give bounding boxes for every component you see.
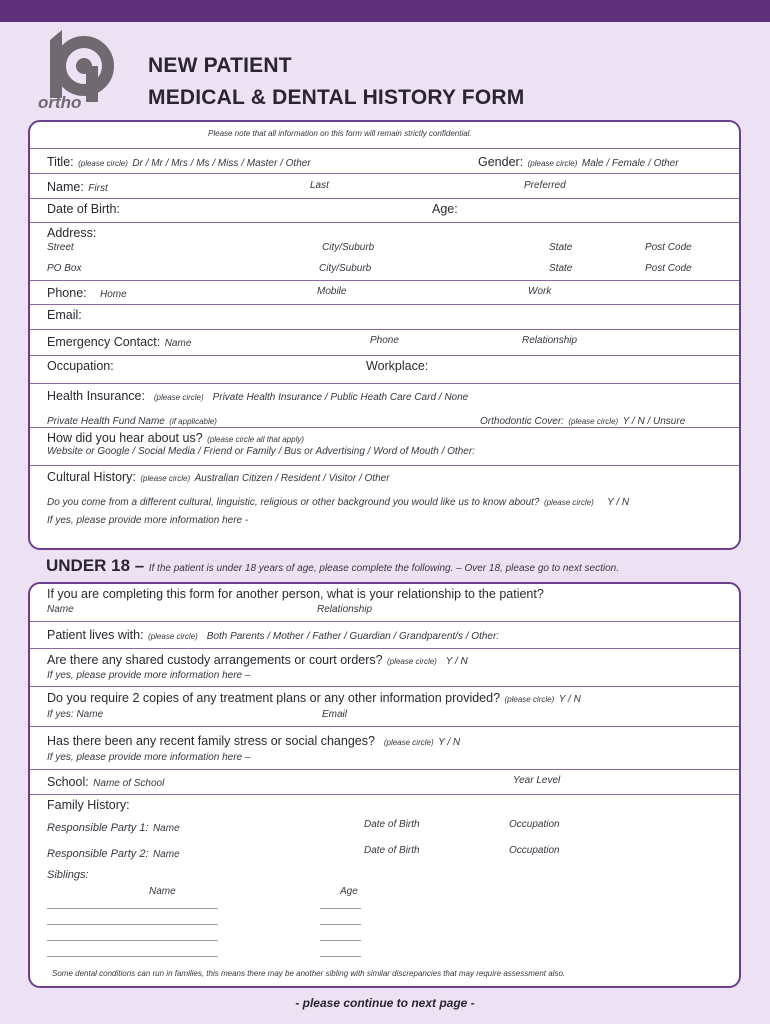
mobile-field[interactable]: Mobile xyxy=(317,286,347,297)
health-insurance-field[interactable]: Health Insurance: (please circle) Private Health Insurance / Public Heath Care Card / None xyxy=(47,389,469,403)
city-suburb-field[interactable]: City/Suburb xyxy=(322,242,375,253)
preferred-name-label: Preferred xyxy=(524,180,566,191)
orthodontic-cover-field[interactable]: Orthodontic Cover: (please circle) Y / N / Unsure xyxy=(480,416,686,427)
post-code-field[interactable]: Post Code xyxy=(645,242,692,253)
guardian-relationship-field[interactable]: Relationship xyxy=(317,604,373,615)
cultural-history-field[interactable]: Cultural History: (please circle) Australian Citizen / Resident / Visitor / Other xyxy=(47,470,390,484)
siblings-age-header: Age xyxy=(340,886,358,897)
year-level-field[interactable]: Year Level xyxy=(513,775,561,786)
relationship-question: If you are completing this form for another person, what is your relationship to the patient? xyxy=(47,587,544,601)
address-label: Address: xyxy=(47,226,97,240)
sibling-2-name-line[interactable]: __________________________________ xyxy=(47,917,218,928)
po-post-code-field[interactable]: Post Code xyxy=(645,263,692,274)
second-copy-name-field[interactable]: If yes: Name xyxy=(47,709,104,720)
cultural-more-info-field[interactable]: If yes, please provide more information here - xyxy=(47,515,249,526)
two-copies-question[interactable]: Do you require 2 copies of any treatment plans or any other information provided? (please circle) Y / N xyxy=(47,691,581,705)
sibling-4-name-line[interactable]: __________________________________ xyxy=(47,949,218,960)
referral-source-field[interactable]: How did you hear about us? (please circle all that apply) xyxy=(47,431,305,445)
guardian-name-field[interactable]: Name xyxy=(47,604,74,615)
ortho-logo xyxy=(34,28,120,112)
second-copy-email-field[interactable]: Email xyxy=(322,709,348,720)
patient-lives-with-field[interactable]: Patient lives with: (please circle) Both Parents / Mother / Father / Guardian / Grandparent/s / Other: xyxy=(47,628,500,642)
responsible-party-1-field[interactable]: Responsible Party 1: Name xyxy=(47,822,180,834)
family-conditions-disclaimer: Some dental conditions can run in families, this means there may be another sibling with similar discrepancies that may require assessment also. xyxy=(52,969,566,978)
workplace-field[interactable]: Workplace: xyxy=(366,359,429,373)
custody-question[interactable]: Are there any shared custody arrangements or court orders? (please circle) Y / N xyxy=(47,653,468,667)
age-field[interactable]: Age: xyxy=(432,202,458,216)
name-field[interactable]: Name: First xyxy=(47,180,108,194)
sibling-1-name-line[interactable]: __________________________________ xyxy=(47,901,218,912)
gender-field[interactable]: Gender: (please circle) Male / Female / Other xyxy=(478,155,679,169)
occupation-field[interactable]: Occupation: xyxy=(47,359,114,373)
stress-more-info-field[interactable]: If yes, please provide more information here – xyxy=(47,752,251,763)
health-fund-name-field[interactable]: Private Health Fund Name (if applicable) xyxy=(47,416,217,427)
title-field[interactable]: Title: (please circle) Dr / Mr / Mrs / Ms / Miss / Master / Other xyxy=(47,155,311,169)
state-field[interactable]: State xyxy=(549,242,573,253)
email-field[interactable]: Email: xyxy=(47,308,82,322)
cultural-background-question[interactable]: Do you come from a different cultural, linguistic, religious or other background you would like us to know about? (please circle) Y / N xyxy=(47,497,630,508)
school-field[interactable]: School: Name of School xyxy=(47,775,165,789)
phone-field[interactable]: Phone: Home xyxy=(47,286,127,300)
siblings-label: Siblings: xyxy=(47,869,89,881)
sibling-4-age-line[interactable]: ________ xyxy=(320,949,361,960)
emergency-contact-field[interactable]: Emergency Contact: Name xyxy=(47,335,192,349)
sibling-3-age-line[interactable]: ________ xyxy=(320,933,361,944)
street-field[interactable]: Street xyxy=(47,242,74,253)
form-title-line1: NEW PATIENT xyxy=(148,54,292,77)
last-name-label: Last xyxy=(310,180,329,191)
work-phone-field[interactable]: Work xyxy=(528,286,552,297)
form-title-line2: MEDICAL & DENTAL HISTORY FORM xyxy=(148,86,525,109)
sibling-2-age-line[interactable]: ________ xyxy=(320,917,361,928)
party-1-dob-field[interactable]: Date of Birth xyxy=(364,819,420,830)
family-history-label: Family History: xyxy=(47,798,130,812)
po-state-field[interactable]: State xyxy=(549,263,573,274)
sibling-3-name-line[interactable]: __________________________________ xyxy=(47,933,218,944)
under-18-box xyxy=(28,582,741,988)
responsible-party-2-field[interactable]: Responsible Party 2: Name xyxy=(47,848,180,860)
sibling-1-age-line[interactable]: ________ xyxy=(320,901,361,912)
emergency-phone-field[interactable]: Phone xyxy=(370,335,399,346)
referral-options[interactable]: Website or Google / Social Media / Friend or Family / Bus or Advertising / Word of Mouth / Other: xyxy=(47,446,475,457)
logo-text: ortho xyxy=(38,93,82,112)
patient-details-box xyxy=(28,120,741,550)
po-box-field[interactable]: PO Box xyxy=(47,263,82,274)
party-2-dob-field[interactable]: Date of Birth xyxy=(364,845,420,856)
party-1-occupation-field[interactable]: Occupation xyxy=(509,819,560,830)
party-2-occupation-field[interactable]: Occupation xyxy=(509,845,560,856)
po-city-suburb-field[interactable]: City/Suburb xyxy=(319,263,372,274)
custody-more-info-field[interactable]: If yes, please provide more information here – xyxy=(47,670,251,681)
siblings-name-header: Name xyxy=(149,886,176,897)
under-18-heading: UNDER 18 – If the patient is under 18 years of age, please complete the following. – Over 18, please go to next section. xyxy=(46,556,620,575)
dob-field[interactable]: Date of Birth: xyxy=(47,202,120,216)
family-stress-question[interactable]: Has there been any recent family stress or social changes? (please circle) Y / N xyxy=(47,734,461,748)
confidential-note: Please note that all information on this form will remain strictly confidential. xyxy=(208,129,472,138)
top-banner xyxy=(0,0,770,22)
emergency-relationship-field[interactable]: Relationship xyxy=(522,335,578,346)
continue-note: - please continue to next page - xyxy=(295,996,475,1010)
